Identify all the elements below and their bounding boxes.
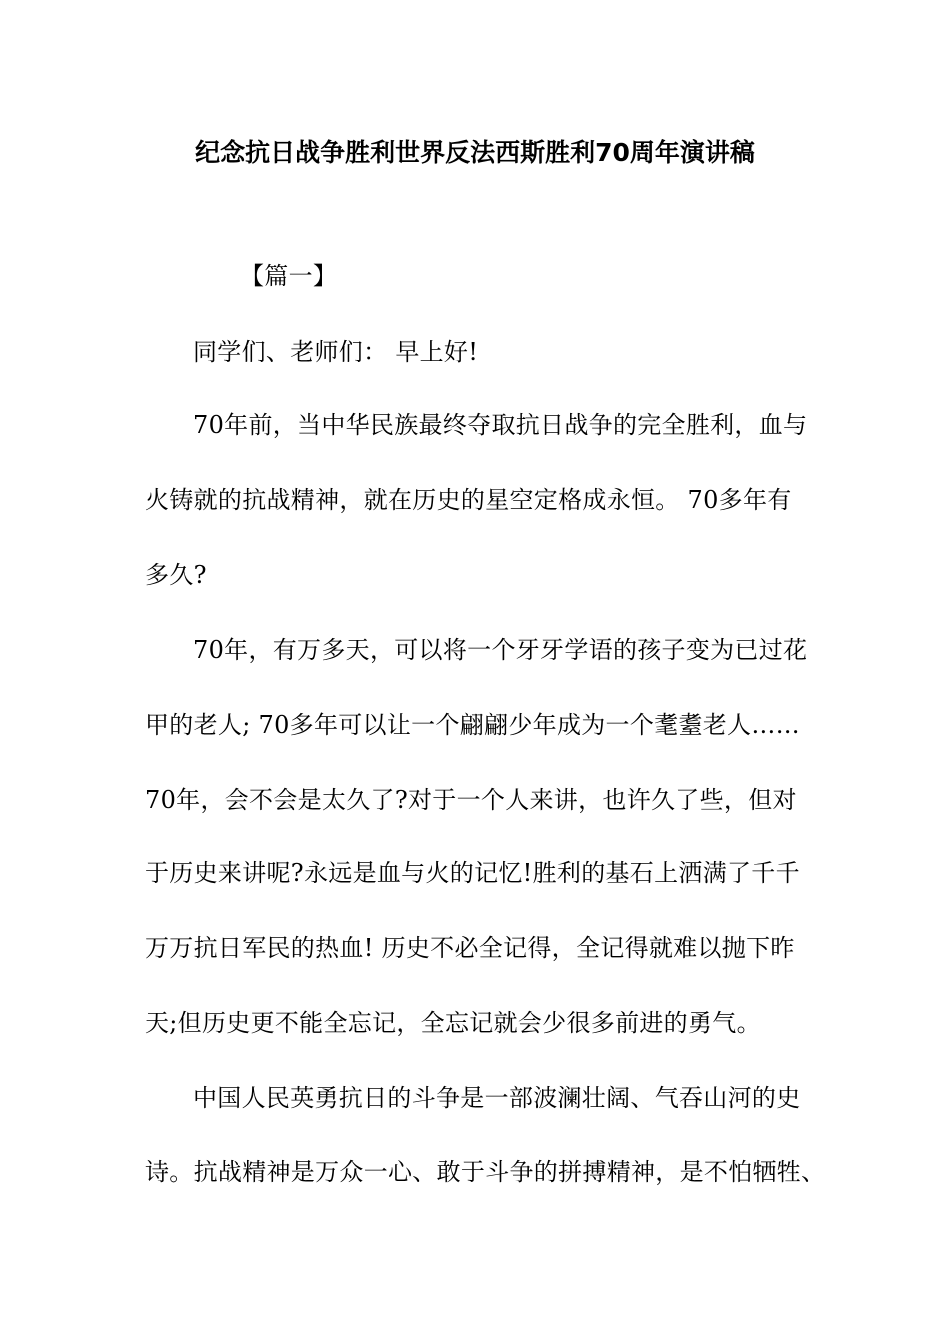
paragraph-line: 70年前，当中华民族最终夺取抗日战争的完全胜利，血与 — [193, 411, 808, 439]
paragraph-line: 中国人民英勇抗日的斗争是一部波澜壮阔、气吞山河的史 — [193, 1084, 801, 1112]
paragraph-line: 70年，会不会是太久了?对于一个人来讲，也许久了些，但对 — [145, 786, 797, 814]
paragraph-line: 于历史来讲呢?永远是血与火的记忆!胜利的基石上洒满了千千 — [145, 859, 800, 887]
paragraph-line: 同学们、老师们： 早上好! — [193, 338, 479, 366]
paragraph-line: 多久? — [145, 561, 207, 589]
paragraph-line: 甲的老人; 70多年可以让一个翩翩少年成为一个耄耋老人…… — [145, 711, 800, 739]
paragraph-line: 天;但历史更不能全忘记，全忘记就会少很多前进的勇气。 — [145, 1009, 761, 1037]
paragraph-line: 诗。抗战精神是万众一心、敢于斗争的拼搏精神，是不怕牺牲、 — [145, 1158, 826, 1186]
paragraph-line: 火铸就的抗战精神，就在历史的星空定格成永恒。 70多年有 — [145, 486, 792, 514]
document-title: 纪念抗日战争胜利世界反法西斯胜利70周年演讲稿 — [195, 138, 755, 167]
paragraph-line: 70年，有万多天，可以将一个牙牙学语的孩子变为已过花 — [193, 636, 808, 664]
section-label: 【篇一】 — [240, 262, 338, 290]
paragraph-line: 万万抗日军民的热血! 历史不必全记得，全记得就难以抛下昨 — [145, 934, 795, 962]
